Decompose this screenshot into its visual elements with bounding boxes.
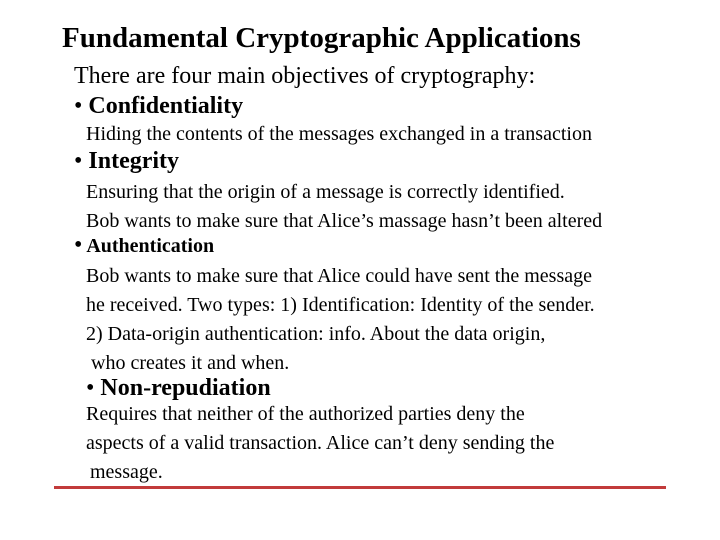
- bullet-heading: Authentication: [86, 235, 215, 257]
- description-line: Requires that neither of the authorized parties deny the: [86, 403, 525, 425]
- description-line: Bob wants to make sure that Alice’s massage hasn’t been altered: [86, 210, 603, 232]
- description-line: Ensuring that the origin of a message is correctly identified.: [86, 181, 565, 203]
- bullet-heading: Integrity: [88, 148, 180, 174]
- description-line: message.: [90, 461, 163, 483]
- bullet-authentication: [74, 232, 214, 259]
- bullet-confidentiality: [74, 90, 243, 122]
- description-line: 2) Data-origin authentication: info. About the data origin,: [86, 323, 546, 345]
- footer-rule: [54, 486, 666, 489]
- description-line: aspects of a valid transaction. Alice can’t deny sending the: [86, 432, 555, 454]
- description-line: Bob wants to make sure that Alice could have sent the message: [86, 265, 592, 287]
- bullet-dot: •: [74, 232, 83, 258]
- description-line: who creates it and when.: [91, 352, 290, 374]
- authentication-description: [86, 262, 595, 378]
- description-line: he received. Two types: 1) Identification: Identity of the sender.: [86, 294, 595, 316]
- bullet-dot: •: [86, 375, 95, 401]
- slide-title: Fundamental Cryptographic Applications: [62, 22, 581, 54]
- bullet-heading: Non-repudiation: [100, 375, 271, 401]
- description-line: Hiding the contents of the messages exchanged in a transaction: [86, 123, 592, 145]
- bullet-integrity: [74, 145, 179, 177]
- integrity-description: [86, 178, 602, 236]
- non-repudiation-description: [86, 400, 554, 487]
- bullet-dot: •: [74, 93, 83, 119]
- bullet-heading: Confidentiality: [88, 93, 244, 119]
- intro-text: There are four main objectives of cryptography:: [74, 63, 536, 89]
- bullet-dot: •: [74, 148, 83, 174]
